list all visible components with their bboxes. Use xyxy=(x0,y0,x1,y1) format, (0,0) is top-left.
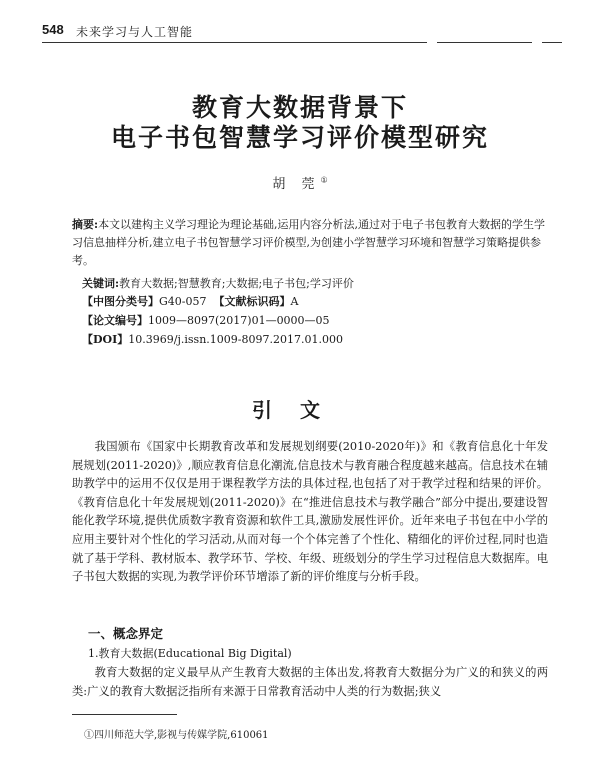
doi xyxy=(82,332,542,348)
author xyxy=(0,173,600,192)
abstract xyxy=(72,216,552,270)
abstract-label: 摘要: xyxy=(72,218,99,231)
intro-paragraph: 我国颁布《国家中长期教育改革和发展规划纲要(2010-2020年)》和《教育信息化十年发展规划(2011-2020)》,顺应教育信息化潮流,信息技术与教育融合程度越来越高。信息技术在辅助教学中的运用不仅仅是用于课程教学方法的具体过程,也包括了对于教学过程和结果的评价。《教育信息化十年发展规划(2011-2020)》在“推进信息技术与教学融合”部分中提出,要建设智能化教学环境,提供优质数字教育资源和软件工具,激励发展性评价。近年来电子书包在中小学的应用主要针对个性化的学习活动,从而对每一个个体完善了个性化、精细化的评价过程,同时也造就了基于学科、教材版本、教学环节、学校、年级、班级划分的学生学习过程信息大数据库。电子书包大数据的实现,为教学评价环节增添了新的评价维度与分析手段。 xyxy=(72,440,548,584)
doi-value: 10.3969/j.issn.1009-8097.2017.01.000 xyxy=(128,333,343,346)
journal-name: 未来学习与人工智能 xyxy=(76,25,194,39)
article-number xyxy=(82,313,542,329)
author-name: 胡 莞 xyxy=(272,177,321,192)
header-rule xyxy=(42,42,427,43)
header-rule-segment xyxy=(542,42,562,43)
classification xyxy=(82,294,542,310)
header-rule-segment xyxy=(437,42,532,43)
author-footnote-mark: ① xyxy=(320,175,328,185)
footnote: ①四川师范大学,影视与传媒学院,610061 xyxy=(84,730,269,741)
keywords-label: 关键词: xyxy=(82,277,120,290)
article-number-label: 【论文编号】 xyxy=(82,314,148,327)
title-line-2: 电子书包智慧学习评价模型研究 xyxy=(110,123,489,152)
page-number: 548 xyxy=(42,22,64,37)
clc-label: 【中图分类号】 xyxy=(82,295,159,308)
title-line-1: 教育大数据背景下 xyxy=(191,93,408,122)
abstract-text: 本文以建构主义学习理论为理论基础,运用内容分析法,通过对于电子书包教育大数据的学生学习信息抽样分析,建立电子书包智慧学习评价模型,为创建小学智慧学习环境和智慧学习策略提供参考。 xyxy=(72,218,546,267)
paragraph-2: 教育大数据的定义最早从产生教育大数据的主体出发,将教育大数据分为广义的和狭义的两类:广义的教育大数据泛指所有来源于日常教育活动中人类的行为数据;狭义 xyxy=(72,666,548,698)
heading-1: 一、概念界定 xyxy=(88,626,164,641)
article-number-value: 1009—8097(2017)01—0000—05 xyxy=(148,314,330,327)
doc-code-value: A xyxy=(290,295,299,308)
footnote-rule xyxy=(72,714,177,715)
doc-code-label: 【文献标识码】 xyxy=(213,295,291,308)
heading-2: 1.教育大数据(Educational Big Digital) xyxy=(88,647,292,660)
doi-label: 【DOI】 xyxy=(82,333,129,346)
clc-value: G40-057 xyxy=(159,295,207,308)
keywords-text: 教育大数据;智慧教育;大数据;电子书包;学习评价 xyxy=(119,277,354,290)
section-title: 引文 xyxy=(252,398,348,422)
running-header xyxy=(42,20,562,44)
keywords xyxy=(82,276,542,292)
